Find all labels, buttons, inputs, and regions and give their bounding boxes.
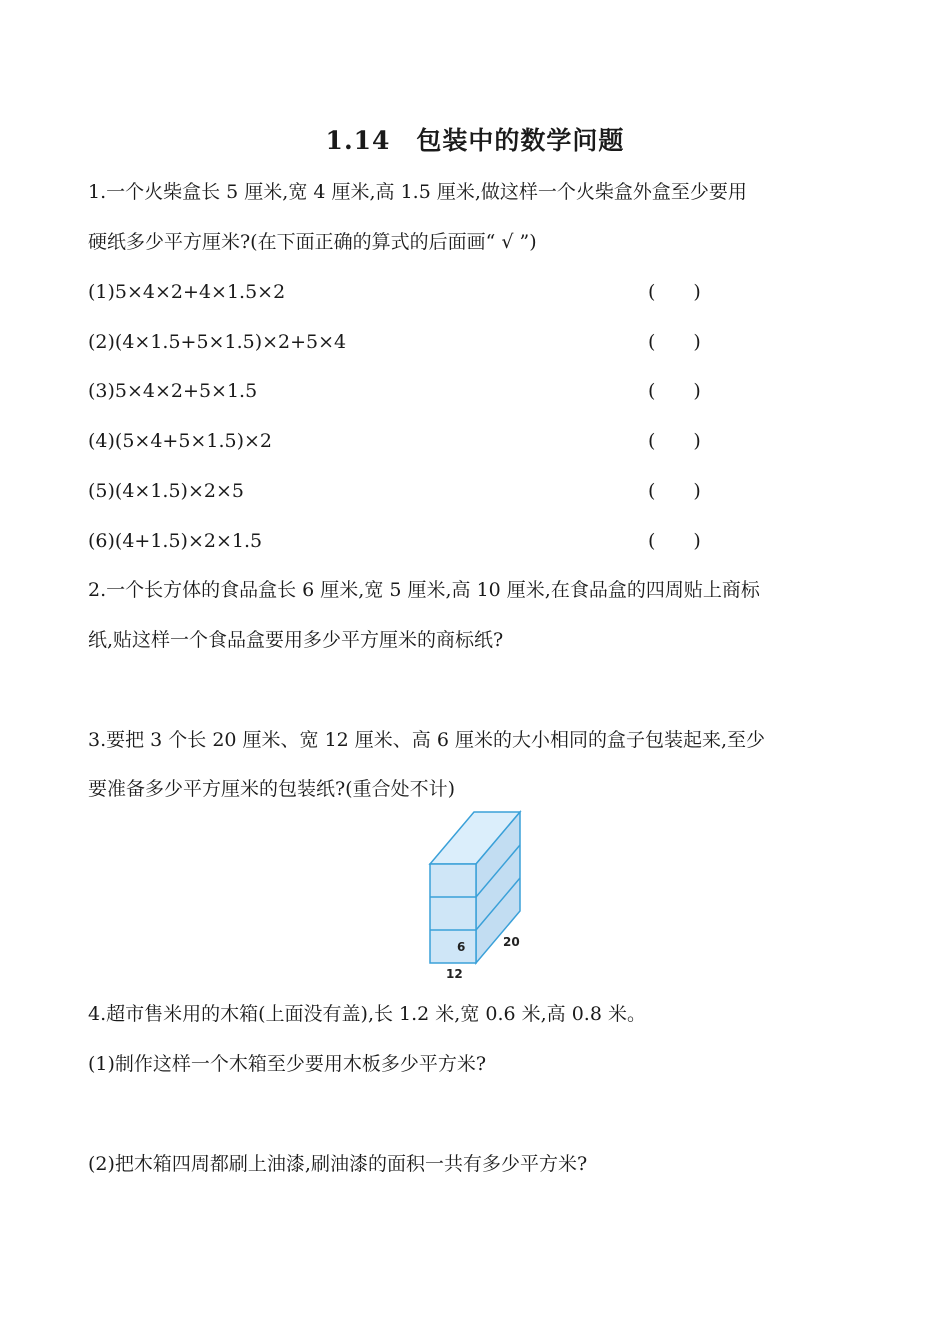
q2-text-line2: 纸,贴这样一个食品盒要用多少平方厘米的商标纸? — [88, 629, 504, 651]
q1-option-2: (2)(4×1.5+5×1.5)×2+5×4 — [88, 331, 347, 353]
stacked-boxes-figure — [420, 806, 540, 984]
q1-answer-blank-5[interactable]: ( ) — [648, 480, 701, 502]
q2-text-line1: 2.一个长方体的食品盒长 6 厘米,宽 5 厘米,高 10 厘米,在食品盒的四周贴上商标 — [88, 579, 760, 601]
q4-sub-question-1: (1)制作这样一个木箱至少要用木板多少平方米? — [88, 1053, 487, 1075]
q1-answer-blank-2[interactable]: ( ) — [648, 331, 701, 353]
label-width: 12 — [446, 967, 463, 981]
label-height: 6 — [457, 940, 466, 954]
q1-option-3: (3)5×4×2+5×1.5 — [88, 380, 258, 402]
q1-option-4: (4)(5×4+5×1.5)×2 — [88, 430, 272, 452]
q1-answer-blank-4[interactable]: ( ) — [648, 430, 701, 452]
page-title: 1.14 包装中的数学问题 — [325, 126, 625, 155]
q3-text-line2: 要准备多少平方厘米的包装纸?(重合处不计) — [88, 778, 456, 800]
q4-sub-question-2: (2)把木箱四周都刷上油漆,刷油漆的面积一共有多少平方米? — [88, 1153, 588, 1175]
q1-text-line2: 硬纸多少平方厘米?(在下面正确的算式的后面画“ √ ”) — [88, 231, 537, 253]
q1-answer-blank-6[interactable]: ( ) — [648, 530, 701, 552]
q1-option-1: (1)5×4×2+4×1.5×2 — [88, 281, 286, 303]
q1-answer-blank-3[interactable]: ( ) — [648, 380, 701, 402]
box-front-face — [430, 864, 476, 963]
q1-option-6: (6)(4+1.5)×2×1.5 — [88, 530, 263, 552]
q1-option-5: (5)(4×1.5)×2×5 — [88, 480, 244, 502]
q1-text-line1: 1.一个火柴盒长 5 厘米,宽 4 厘米,高 1.5 厘米,做这样一个火柴盒外盒至少要用 — [88, 181, 747, 203]
label-length: 20 — [503, 935, 520, 949]
q3-text-line1: 3.要把 3 个长 20 厘米、宽 12 厘米、高 6 厘米的大小相同的盒子包装起来,至少 — [88, 729, 766, 751]
q1-answer-blank-1[interactable]: ( ) — [648, 281, 701, 303]
q4-text-line1: 4.超市售米用的木箱(上面没有盖),长 1.2 米,宽 0.6 米,高 0.8 米。 — [88, 1003, 646, 1025]
